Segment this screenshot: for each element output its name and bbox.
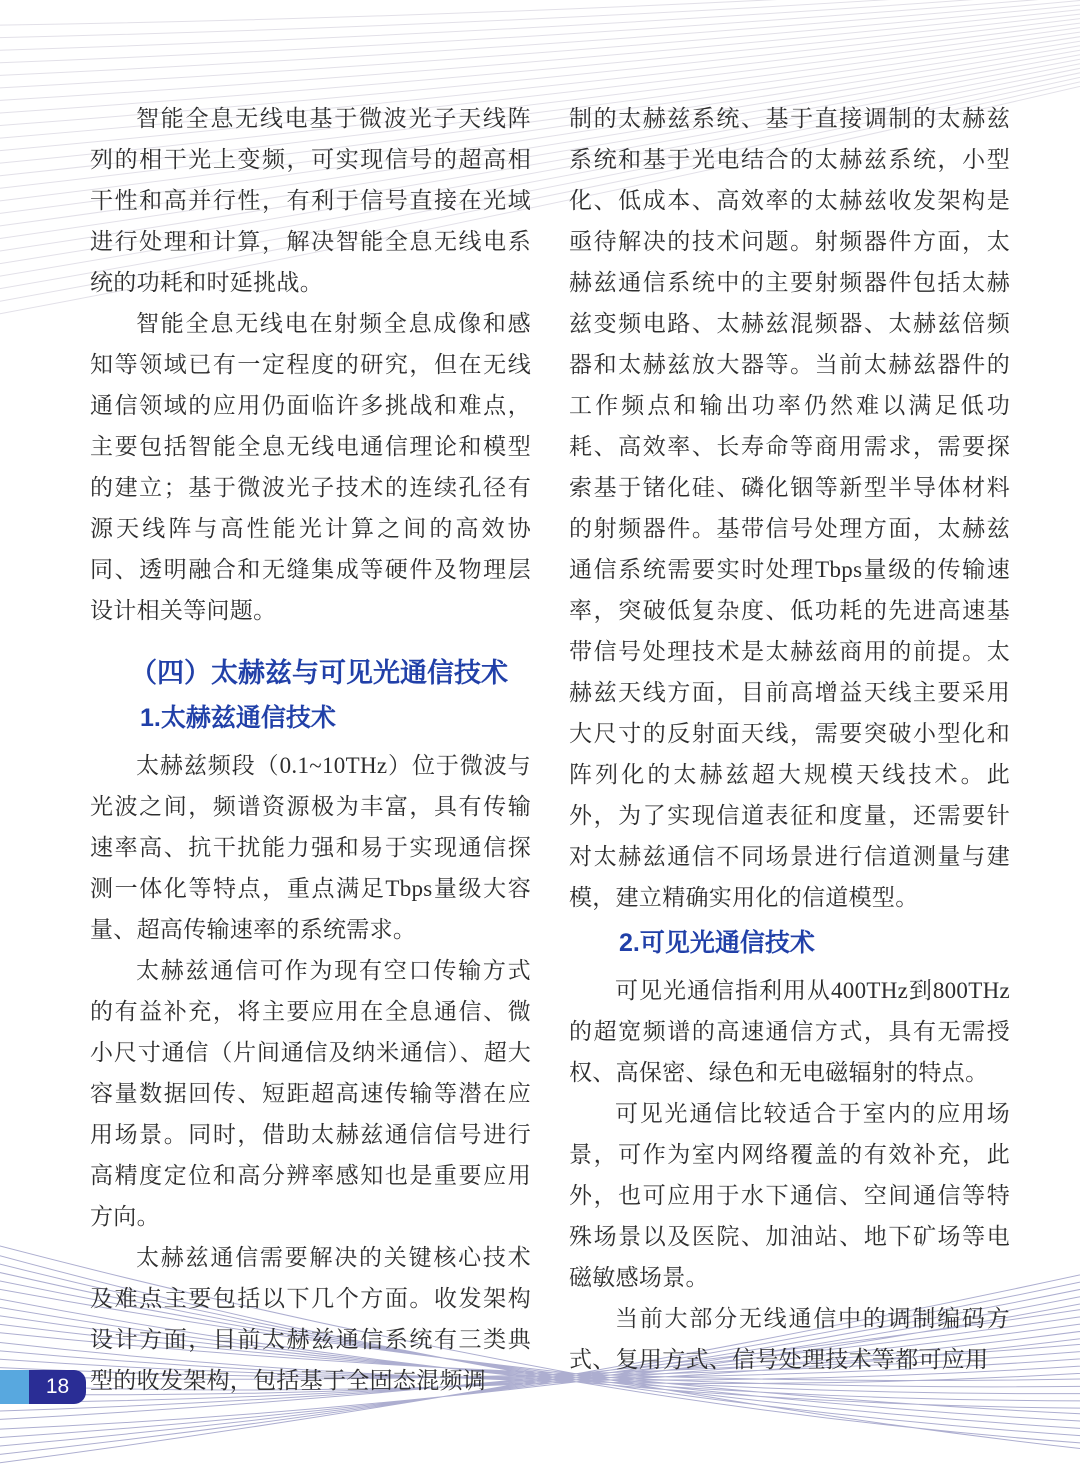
right-column — [569, 98, 1010, 1401]
sub-heading-visible-light: 2.可见光通信技术 — [619, 929, 815, 957]
page-badge-accent — [0, 1370, 29, 1404]
page-number: 18 — [29, 1370, 86, 1404]
paragraph: 可见光通信比较适合于室内的应用场景，可作为室内网络覆盖的有效补充，此外，也可应用于水下通信、空间通信等特殊场景以及医院、加油站、地下矿场等电磁敏感场景。 — [569, 1101, 1010, 1290]
paragraph: 太赫兹频段（0.1~10THz）位于微波与光波之间，频谱资源极为丰富，具有传输速率高、抗干扰能力强和易于实现通信探测一体化等特点，重点满足Tbps量级大容量、超高传输速率的系统需求。 — [90, 753, 531, 942]
section-heading-terahertz-vlc: （四）太赫兹与可见光通信技术 — [130, 658, 508, 688]
paragraph: 可见光通信指利用从400THz到800THz的超宽频谱的高速通信方式，具有无需授权、高保密、绿色和无电磁辐射的特点。 — [569, 978, 1010, 1085]
paragraph: 智能全息无线电基于微波光子天线阵列的相干光上变频，可实现信号的超高相干性和高并行性，有利于信号直接在光域进行处理和计算，解决智能全息无线电系统的功耗和时延挑战。 — [90, 106, 531, 295]
page-number-badge — [0, 1370, 86, 1404]
paragraph: 当前大部分无线通信中的调制编码方式、复用方式、信号处理技术等都可应用 — [569, 1306, 1010, 1372]
paragraph: 太赫兹通信需要解决的关键核心技术及难点主要包括以下几个方面。收发架构设计方面，目前太赫兹通信系统有三类典型的收发架构，包括基于全固态混频调 — [90, 1245, 531, 1393]
page-body — [90, 98, 1010, 1401]
paragraph: 智能全息无线电在射频全息成像和感知等领域已有一定程度的研究，但在无线通信领域的应用仍面临许多挑战和难点，主要包括智能全息无线电通信理论和模型的建立；基于微波光子技术的连续孔径有源天线阵与高性能光计算之间的高效协同、透明融合和无缝集成等硬件及物理层设计相关等问题。 — [90, 311, 531, 623]
left-column — [90, 98, 531, 1401]
paragraph: 太赫兹通信可作为现有空口传输方式的有益补充，将主要应用在全息通信、微小尺寸通信（片间通信及纳米通信）、超大容量数据回传、短距超高速传输等潜在应用场景。同时，借助太赫兹通信信号进行高精度定位和高分辨率感知也是重要应用方向。 — [90, 958, 531, 1229]
paragraph-continuation: 制的太赫兹系统、基于直接调制的太赫兹系统和基于光电结合的太赫兹系统，小型化、低成本、高效率的太赫兹收发架构是亟待解决的技术问题。射频器件方面，太赫兹通信系统中的主要射频器件包括太赫兹变频电路、太赫兹混频器、太赫兹倍频器和太赫兹放大器等。当前太赫兹器件的工作频点和输出功率仍然难以满足低功耗、高效率、长寿命等商用需求，需要探索基于锗化硅、磷化铟等新型半导体材料的射频器件。基带信号处理方面，太赫兹通信系统需要实时处理Tbps量级的传输速率，突破低复杂度、低功耗的先进高速基带信号处理技术是太赫兹商用的前提。太赫兹天线方面，目前高增益天线主要采用大尺寸的反射面天线，需要突破小型化和阵列化的太赫兹超大规模天线技术。此外，为了实现信道表征和度量，还需要针对太赫兹通信不同场景进行信道测量与建模，建立精确实用化的信道模型。 — [569, 106, 1010, 910]
sub-heading-terahertz: 1.太赫兹通信技术 — [140, 704, 336, 732]
